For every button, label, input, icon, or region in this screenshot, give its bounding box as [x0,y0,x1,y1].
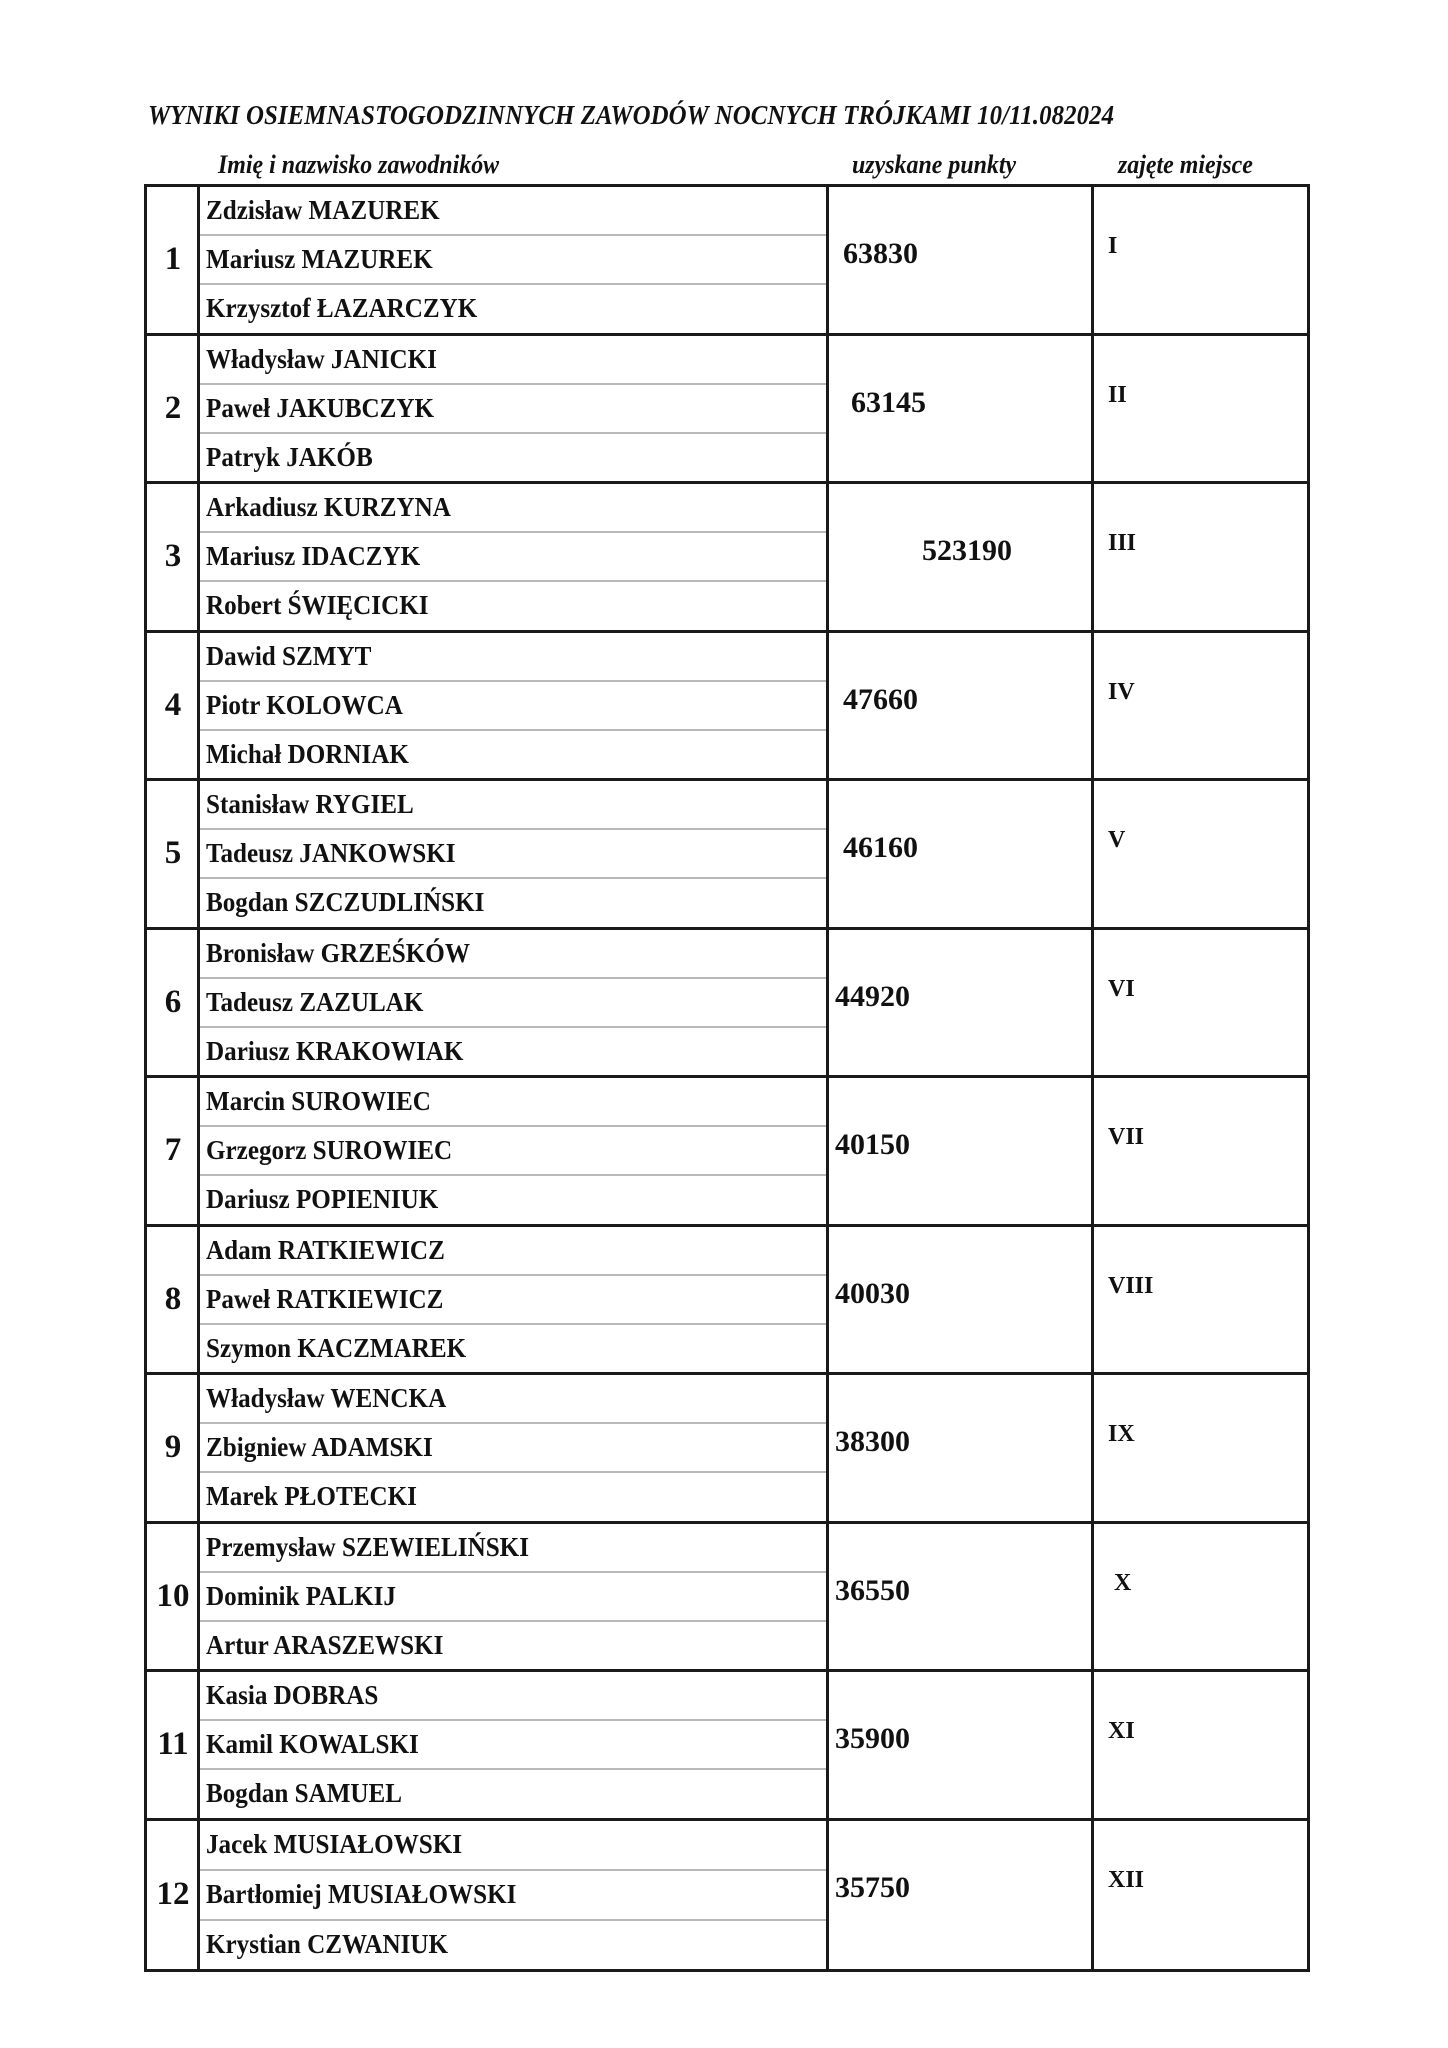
member-name: Marek PŁOTECKI [206,1481,417,1512]
team-place: XI [1108,1718,1135,1744]
team-points: 38300 [829,1375,1094,1521]
team-row [147,1821,1307,1970]
member-name: Krzysztof ŁAZARCZYK [206,293,478,324]
member-name: Bogdan SZCZUDLIŃSKI [206,887,485,918]
team-row [147,336,1307,485]
member-name: Paweł JAKUBCZYK [200,385,826,434]
member-name: Michał DORNIAK [206,738,409,769]
team-row [147,1227,1307,1376]
team-members [200,781,829,927]
team-number: 1 [147,187,200,333]
member-name: Zdzisław MAZUREK [200,187,826,236]
member-name: Stanisław RYGIEL [200,781,826,830]
member-name: Szymon KACZMAREK [206,1332,467,1363]
team-row [147,187,1307,336]
team-members [200,187,829,333]
team-number: 3 [147,484,200,630]
team-place: III [1108,530,1137,556]
team-place: I [1108,233,1118,259]
team-members [200,336,829,482]
member-name: Adam RATKIEWICZ [200,1227,826,1276]
team-row [147,1078,1307,1227]
member-name: Arkadiusz KURZYNA [200,484,826,533]
team-number: 7 [147,1078,200,1224]
team-members [200,1375,829,1521]
team-number: 4 [147,633,200,779]
team-members [200,1524,829,1670]
team-row [147,633,1307,782]
team-points: 36550 [829,1524,1094,1670]
member-name: Tadeusz ZAZULAK [200,979,826,1028]
member-name: Zbigniew ADAMSKI [200,1424,826,1473]
member-name: Bartłomiej MUSIAŁOWSKI [200,1871,826,1921]
team-number: 5 [147,781,200,927]
team-row [147,484,1307,633]
team-points: 40030 [829,1227,1094,1373]
team-number: 8 [147,1227,200,1373]
member-name: Władysław JANICKI [200,336,826,385]
team-number: 11 [147,1672,200,1818]
team-number: 12 [147,1821,200,1970]
team-points: 523190 [829,484,1094,630]
member-name: Władysław WENCKA [200,1375,826,1424]
member-name: Bronisław GRZEŚKÓW [200,930,826,979]
team-number: 2 [147,336,200,482]
team-place: XII [1108,1866,1145,1893]
team-place: V [1108,827,1126,853]
member-name: Dawid SZMYT [200,633,826,682]
team-members [200,484,829,630]
results-table [144,184,1310,1972]
team-points: 35900 [829,1672,1094,1818]
member-name: Paweł RATKIEWICZ [200,1276,826,1325]
team-points: 63145 [829,336,1094,482]
team-points: 44920 [829,930,1094,1076]
team-number: 6 [147,930,200,1076]
team-number: 9 [147,1375,200,1521]
team-place: II [1108,381,1127,408]
team-members [200,1227,829,1373]
member-name: Przemysław SZEWIELIŃSKI [200,1524,826,1573]
team-members [200,1078,829,1224]
member-name: Krystian CZWANIUK [206,1929,449,1960]
member-name: Mariusz IDACZYK [200,533,826,582]
team-place: VIII [1108,1272,1154,1299]
team-row [147,781,1307,930]
column-header-names: Imię i nazwisko zawodników [218,150,500,179]
team-members [200,930,829,1076]
team-members [200,633,829,779]
team-points: 63830 [829,187,1094,333]
team-number: 10 [147,1524,200,1670]
column-header-place: zajęte miejsce [1118,150,1253,179]
team-place: IX [1108,1421,1135,1447]
member-name: Kamil KOWALSKI [200,1721,826,1770]
member-name: Artur ARASZEWSKI [206,1629,444,1660]
team-members [200,1821,829,1970]
team-members [200,1672,829,1818]
team-points: 35750 [829,1821,1094,1970]
team-row [147,1375,1307,1524]
team-row [147,930,1307,1079]
team-points: 46160 [829,781,1094,927]
member-name: Robert ŚWIĘCICKI [206,590,429,621]
member-name: Jacek MUSIAŁOWSKI [200,1821,826,1871]
member-name: Dariusz KRAKOWIAK [206,1035,464,1066]
team-points: 40150 [829,1078,1094,1224]
member-name: Piotr KOLOWCA [200,682,826,731]
column-header-points: uzyskane punkty [852,150,1017,179]
team-place: IV [1108,678,1135,705]
member-name: Mariusz MAZUREK [200,236,826,285]
team-row [147,1524,1307,1673]
member-name: Dominik PALKIJ [200,1573,826,1622]
member-name: Dariusz POPIENIUK [206,1184,439,1215]
document-title: WYNIKI OSIEMNASTOGODZINNYCH ZAWODÓW NOCNYCH TRÓJKAMI 10/11.082024 [148,100,1115,130]
member-name: Patryk JAKÓB [206,441,373,472]
team-place: VII [1108,1124,1145,1150]
member-name: Marcin SUROWIEC [200,1078,826,1127]
member-name: Bogdan SAMUEL [206,1778,403,1809]
member-name: Grzegorz SUROWIEC [200,1127,826,1176]
member-name: Tadeusz JANKOWSKI [200,830,826,879]
team-row [147,1672,1307,1821]
team-points: 47660 [829,633,1094,779]
member-name: Kasia DOBRAS [200,1672,826,1721]
team-place: X [1114,1569,1132,1596]
team-place: VI [1108,975,1135,1002]
